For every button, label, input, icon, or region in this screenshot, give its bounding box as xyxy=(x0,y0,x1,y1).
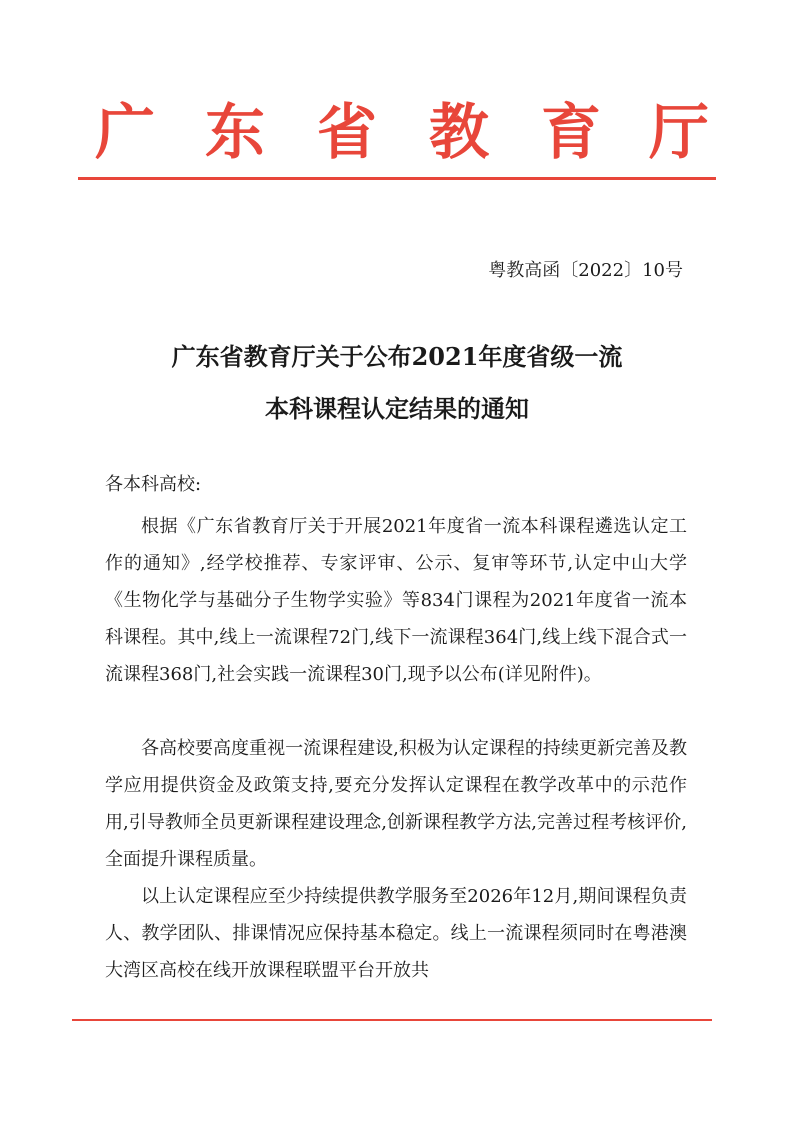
issuer-header-char: 教 xyxy=(429,98,489,168)
footer-red-rule xyxy=(72,1019,712,1021)
salutation: 各本科高校: xyxy=(105,474,202,495)
document-title-line-2: 本科课程认定结果的通知 xyxy=(265,394,529,423)
issuer-header-char: 广 xyxy=(95,98,155,168)
document-number: 粤教高函〔2022〕10号 xyxy=(488,260,683,281)
body-paragraph: 根据《广东省教育厅关于开展2021年度省一流本科课程遴选认定工作的通知》,经学校推荐、专家评审、公示、复审等环节,认定中山大学《生物化学与基础分子生物学实验》等834门课程为2021年度省一流本科课程。其中,线上一流课程72门,线下一流课程364门,线上线下混合式一流课程368门,社会实践一流课程30门,现予以公布(详见附件)。 xyxy=(105,516,687,685)
document-title-line-1: 广东省教育厅关于公布2021年度省级一流 xyxy=(171,342,623,371)
issuer-header-char: 省 xyxy=(317,98,377,168)
issuer-header-char: 东 xyxy=(205,98,265,168)
issuer-header-char: 厅 xyxy=(649,98,709,168)
header-red-rule xyxy=(78,177,716,180)
body-paragraph: 以上认定课程应至少持续提供教学服务至2026年12月,期间课程负责人、教学团队、排课情况应保持基本稳定。线上一流课程须同时在粤港澳大湾区高校在线开放课程联盟平台开放共 xyxy=(105,886,687,981)
issuer-header-char: 育 xyxy=(541,98,601,168)
issuer-header xyxy=(78,98,718,168)
body-paragraph: 各高校要高度重视一流课程建设,积极为认定课程的持续更新完善及教学应用提供资金及政策支持,要充分发挥认定课程在教学改革中的示范作用,引导教师全员更新课程建设理念,创新课程教学方法,完善过程考核评价,全面提升课程质量。 xyxy=(105,738,687,870)
